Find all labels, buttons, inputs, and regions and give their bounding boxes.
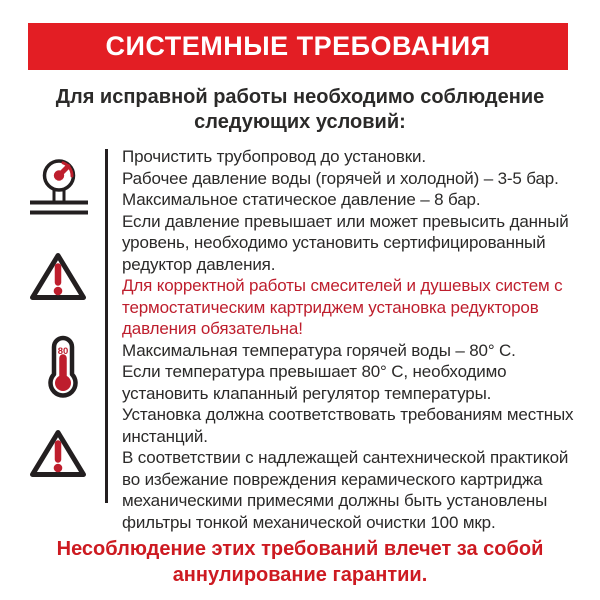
requirement-item-emphasized: Для корректной работы смесителей и душевых систем с термостатическим картриджем установка редукторов давления обязательна! (122, 276, 563, 338)
requirement-item: Установка должна соответствовать требованиям местных инстанций. (122, 405, 574, 446)
page-subtitle: Для исправной работы необходимо соблюдение следующих условий: (55, 86, 545, 133)
requirement-item: В соответствии с надлежащей сантехнической практикой во избежание повреждения керамического картриджа механическими примесями должны быть установлены фильтры тонкой механической очистки 100 мкр. (122, 448, 569, 532)
requirement-item: Рабочее давление воды (горячей и холодной) – 3-5 бар. (122, 168, 559, 188)
vertical-divider (105, 149, 108, 503)
warranty-warning: Несоблюдение этих требований влечет за собой аннулирование гарантии. (56, 538, 544, 586)
warning-triangle-icon (28, 251, 88, 303)
requirements-list (122, 146, 584, 533)
requirement-item: Если температура превышает 80° C, необходимо установить клапанный регулятор температуры. (122, 362, 507, 403)
requirement-item: Максимальное статическое давление – 8 бар. (122, 190, 481, 209)
requirement-item: Прочистить трубопровод до установки. (122, 147, 426, 166)
thermometer-icon (43, 331, 79, 401)
requirement-item: Если давление превышает или может превысить данный уровень, необходимо установить сертифицированный редуктор давления. (122, 211, 569, 274)
warning-triangle-icon (28, 428, 88, 480)
thermometer-temp-label: 80 (57, 346, 69, 357)
pressure-gauge-icon (27, 156, 91, 218)
page-title: СИСТЕМНЫЕ ТРЕБОВАНИЯ (105, 31, 491, 61)
requirement-item: Максимальная температура горячей воды – 80° C. (122, 340, 516, 360)
title-banner (28, 23, 568, 70)
